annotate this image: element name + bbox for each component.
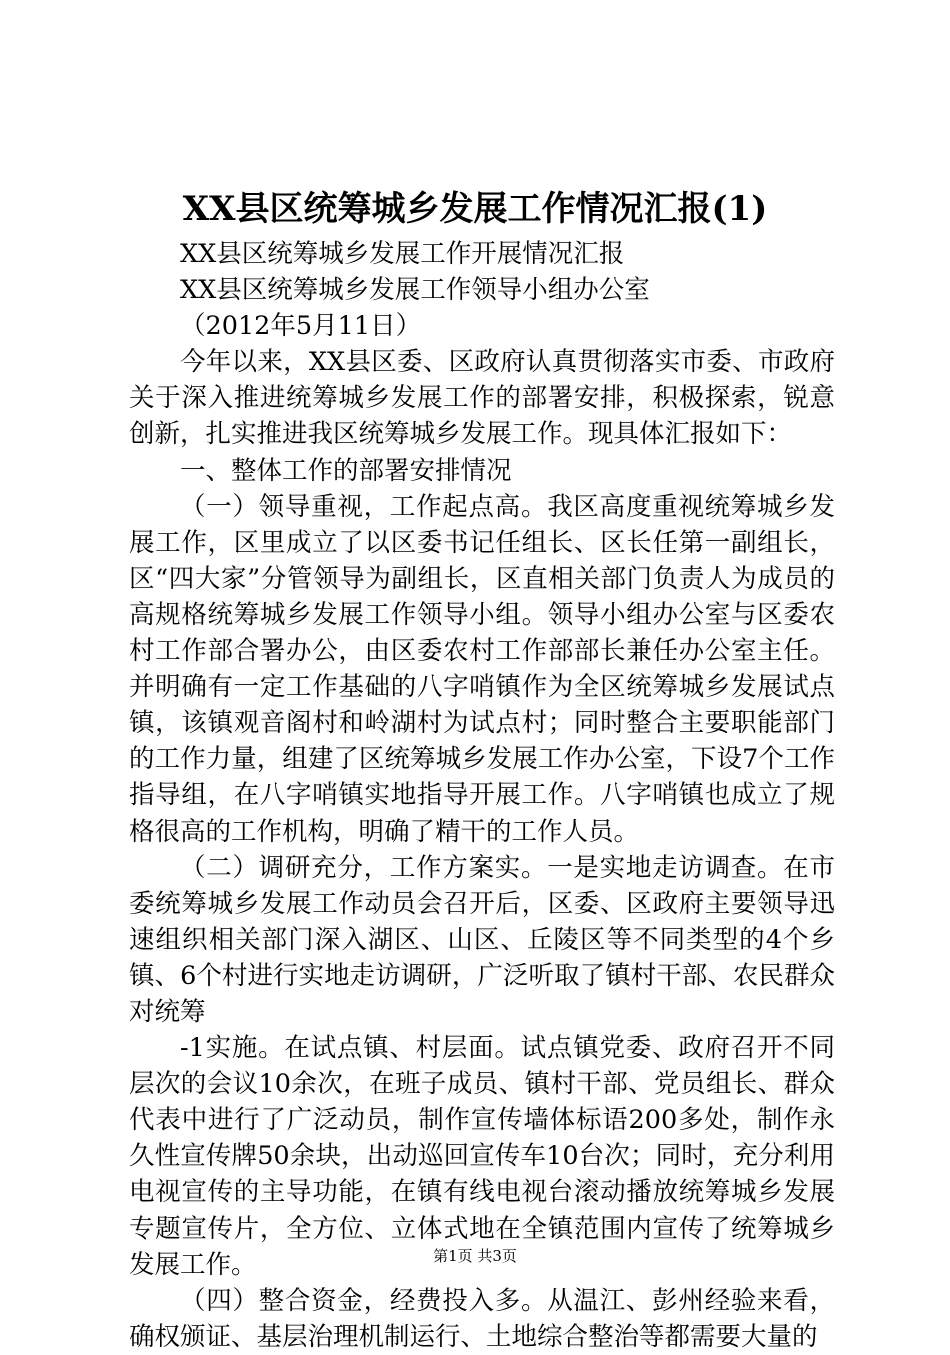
- document-body: [129, 236, 835, 1355]
- section-heading-1: 一、整体工作的部署安排情况: [180, 455, 512, 486]
- subtitle-report: XX县区统筹城乡发展工作开展情况汇报: [180, 239, 625, 269]
- paragraph-implementation: -1实施。在试点镇、村层面。试点镇党委、政府召开不同层次的会议10余次，在班子成员、镇村干部、党员组长、群众代表中进行了广泛动员，制作宣传墙体标语200多处，制作永久性宣传牌50余块，出动巡回宣传车10台次；同时，充分利用电视宣传的主导功能，在镇有线电视台滚动播放统筹城乡发展专题宣传片，全方位、立体式地在全镇范围内宣传了统筹城乡发展工作。: [129, 1033, 835, 1280]
- subtitle-office: XX县区统筹城乡发展工作领导小组办公室: [180, 275, 650, 306]
- intro-paragraph: 今年以来，XX县区委、区政府认真贯彻落实市委、市政府关于深入推进统筹城乡发展工作的部署安排，积极探索，锐意创新，扎实推进我区统筹城乡发展工作。现具体汇报如下：: [129, 347, 835, 450]
- page-footer: 第1页 共3页: [433, 1247, 517, 1265]
- report-date: （2012年5月11日）: [180, 311, 422, 342]
- paragraph-research: （二）调研充分，工作方案实。一是实地走访调查。在市委统筹城乡发展工作动员会召开后，区委、区政府主要领导迅速组织相关部门深入湖区、山区、丘陵区等不同类型的4个乡镇、6个村进行实地走访调研，广泛听取了镇村干部、农民群众对统筹: [129, 852, 835, 1027]
- paragraph-funding: （四）整合资金，经费投入多。从温江、彭州经验来看，确权颁证、基层治理机制运行、土地综合整治等都需要大量的: [129, 1285, 835, 1352]
- document-title: XX县区统筹城乡发展工作情况汇报(1): [182, 189, 768, 229]
- paragraph-leadership: （一）领导重视，工作起点高。我区高度重视统筹城乡发展工作，区里成立了以区委书记任组长、区长任第一副组长，区“四大家”分管领导为副组长，区直相关部门负责人为成员的高规格统筹城乡发展工作领导小组。领导小组办公室与区委农村工作部合署办公，由区委农村工作部部长兼任办公室主任。并明确有一定工作基础的八字哨镇作为全区统筹城乡发展试点镇，该镇观音阁村和岭湖村为试点村；同时整合主要职能部门的工作力量，组建了区统筹城乡发展工作办公室，下设7个工作指导组，在八字哨镇实地指导开展工作。八字哨镇也成立了规格很高的工作机构，明确了精干的工作人员。: [129, 491, 835, 847]
